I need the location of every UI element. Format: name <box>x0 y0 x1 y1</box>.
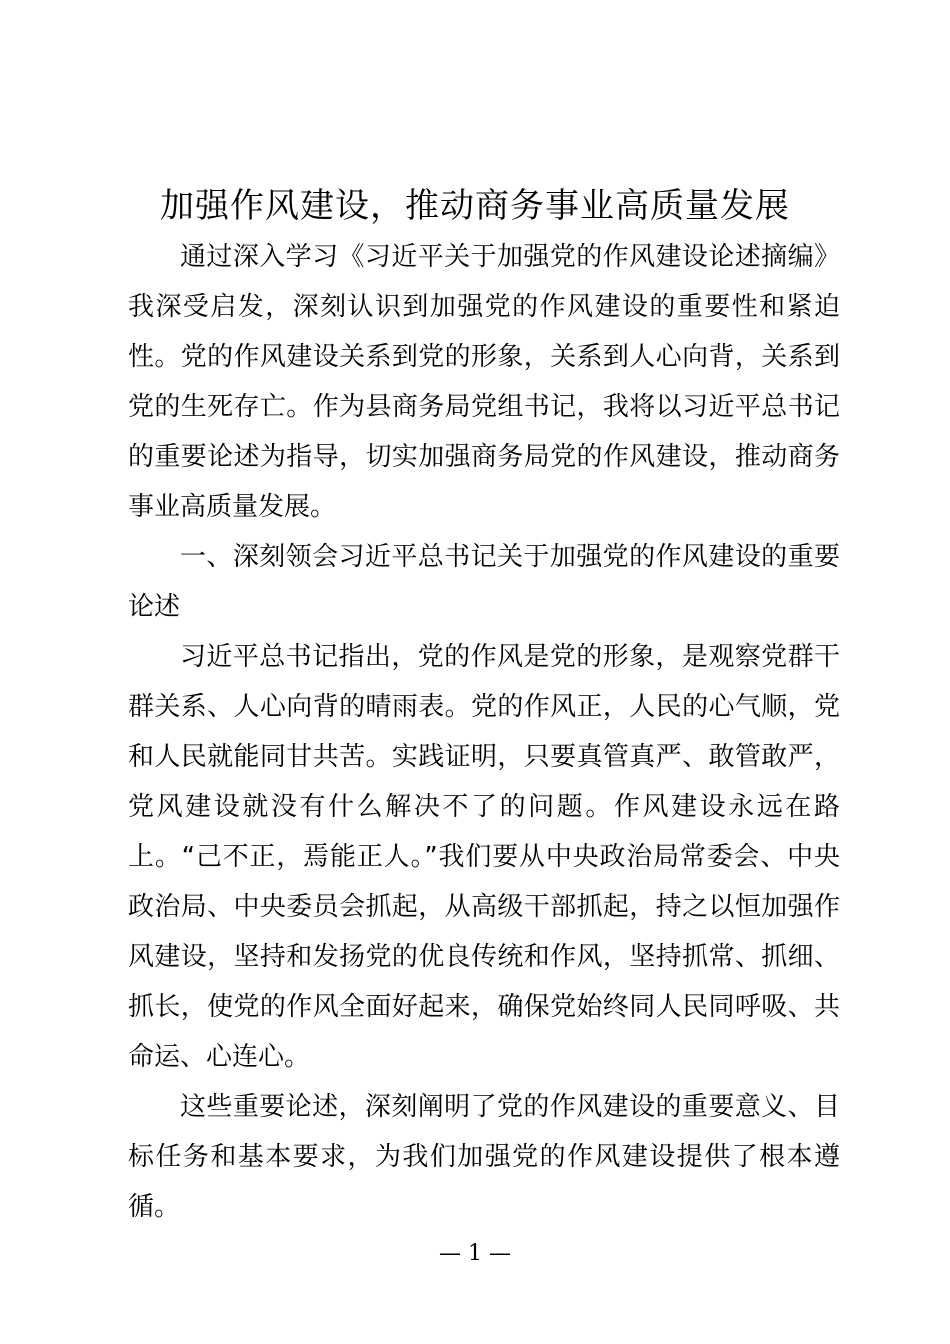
document-title: 加强作风建设，推动商务事业高质量发展 <box>160 186 790 226</box>
paragraph-summary: 这些重要论述，深刻阐明了党的作风建设的重要意义、目标任务和基本要求，为我们加强党的作风建设提供了根本遵循。 <box>128 1092 840 1222</box>
page-number: — 1 — <box>439 1241 511 1266</box>
paragraph-quote: 习近平总书记指出，党的作风是党的形象，是观察党群干群关系、人心向背的晴雨表。党的作风正，人民的心气顺，党和人民就能同甘共苦。实践证明，只要真管真严、敢管敢严，党风建设就没有什么解决不了的问题。作风建设永远在路上。“己不正，焉能正人。”我们要从中央政治局常委会、中央政治局、中央委员会抓起，从高级干部抓起，持之以恒加强作风建设，坚持和发扬党的优良传统和作风，坚持抓常、抓细、抓长，使党的作风全面好起来，确保党始终同人民同呼吸、共命运、心连心。 <box>128 642 840 1072</box>
paragraph-intro: 通过深入学习《习近平关于加强党的作风建设论述摘编》我深受启发，深刻认识到加强党的作风建设的重要性和紧迫性。党的作风建设关系到党的形象，关系到人心向背，关系到党的生死存亡。作为县商务局党组书记，我将以习近平总书记的重要论述为指导，切实加强商务局党的作风建设，推动商务事业高质量发展。 <box>128 242 840 522</box>
section-heading-1: 一、深刻领会习近平总书记关于加强党的作风建设的重要论述 <box>128 542 840 622</box>
document-body <box>128 232 840 1232</box>
